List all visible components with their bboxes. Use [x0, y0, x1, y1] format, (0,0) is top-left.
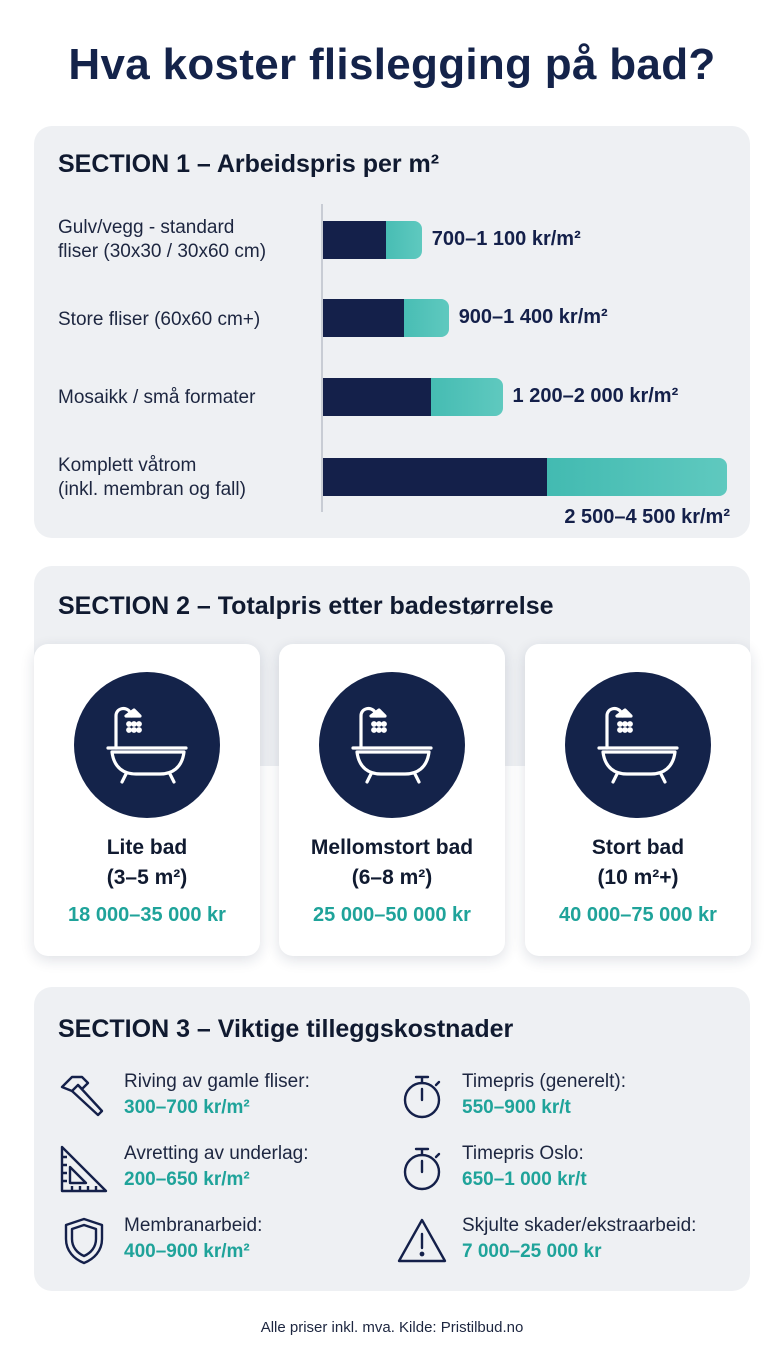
card-name: Stort bad: [591, 836, 685, 859]
extra-cost-item: Timepris (generelt): 550–900 kr/t: [396, 1071, 726, 1127]
section-2-panel: [34, 566, 750, 956]
bathroom-card-large: [525, 644, 751, 956]
section-3-panel: [34, 987, 750, 1291]
extra-cost-item: Avretting av underlag: 200–650 kr/m²: [58, 1143, 388, 1199]
card-price: 25 000–50 000 kr: [313, 904, 471, 926]
bar-mosaic: [323, 378, 503, 416]
row-label: Komplett våtrom (inkl. membran og fall): [58, 455, 246, 500]
section-3-heading: SECTION 3 – Viktige tilleggskostnader: [58, 1015, 514, 1043]
warning-icon: [396, 1215, 448, 1267]
bar-value: 1 200–2 000 kr/m²: [512, 385, 679, 407]
card-size: (10 m²+): [597, 866, 679, 889]
bathroom-card-small: [34, 644, 260, 956]
section-1-heading: SECTION 1 – Arbeidspris per m²: [58, 150, 440, 178]
bathtub-shower-icon: [74, 672, 220, 818]
footer-source: Alle priser inkl. mva. Kilde: Pristilbud.no: [260, 1319, 524, 1336]
row-label: Mosaikk / små formater: [58, 387, 256, 408]
bathroom-card-medium: [279, 644, 505, 956]
bar-value: 900–1 400 kr/m²: [458, 306, 608, 328]
bar-value: 2 500–4 500 kr/m²: [564, 506, 730, 528]
bar-complete-wetroom: [323, 458, 727, 496]
shield-icon: [58, 1215, 110, 1267]
section-1-panel: [34, 126, 750, 538]
card-size: (6–8 m²): [351, 866, 433, 889]
card-price: 40 000–75 000 kr: [559, 904, 717, 926]
card-price: 18 000–35 000 kr: [68, 904, 226, 926]
extra-cost-item: Timepris Oslo: 650–1 000 kr/t: [396, 1143, 726, 1199]
bathtub-shower-icon: [565, 672, 711, 818]
bar-large-tiles: [323, 299, 449, 337]
set-square-icon: [58, 1143, 110, 1195]
hammer-icon: [58, 1071, 110, 1123]
card-size: (3–5 m²): [106, 866, 188, 889]
stopwatch-icon: [396, 1143, 448, 1195]
extra-cost-item: Skjulte skader/ekstraarbeid: 7 000–25 000 kr: [396, 1215, 726, 1271]
card-name: Lite bad: [106, 836, 188, 859]
bar-value: 700–1 100 kr/m²: [431, 228, 581, 250]
card-name: Mellomstort bad: [310, 836, 474, 859]
bathtub-shower-icon: [319, 672, 465, 818]
row-label: Gulv/vegg - standard fliser (30x30 / 30x60 cm): [58, 217, 267, 262]
extra-cost-item: Membranarbeid: 400–900 kr/m²: [58, 1215, 388, 1271]
extra-cost-item: Riving av gamle fliser: 300–700 kr/m²: [58, 1071, 388, 1127]
bar-standard-tiles: [323, 221, 422, 259]
stopwatch-icon: [396, 1071, 448, 1123]
section-2-heading: SECTION 2 – Totalpris etter badestørrelse: [58, 592, 554, 620]
page-title: Hva koster flislegging på bad?: [68, 40, 716, 89]
row-label: Store fliser (60x60 cm+): [58, 309, 261, 330]
